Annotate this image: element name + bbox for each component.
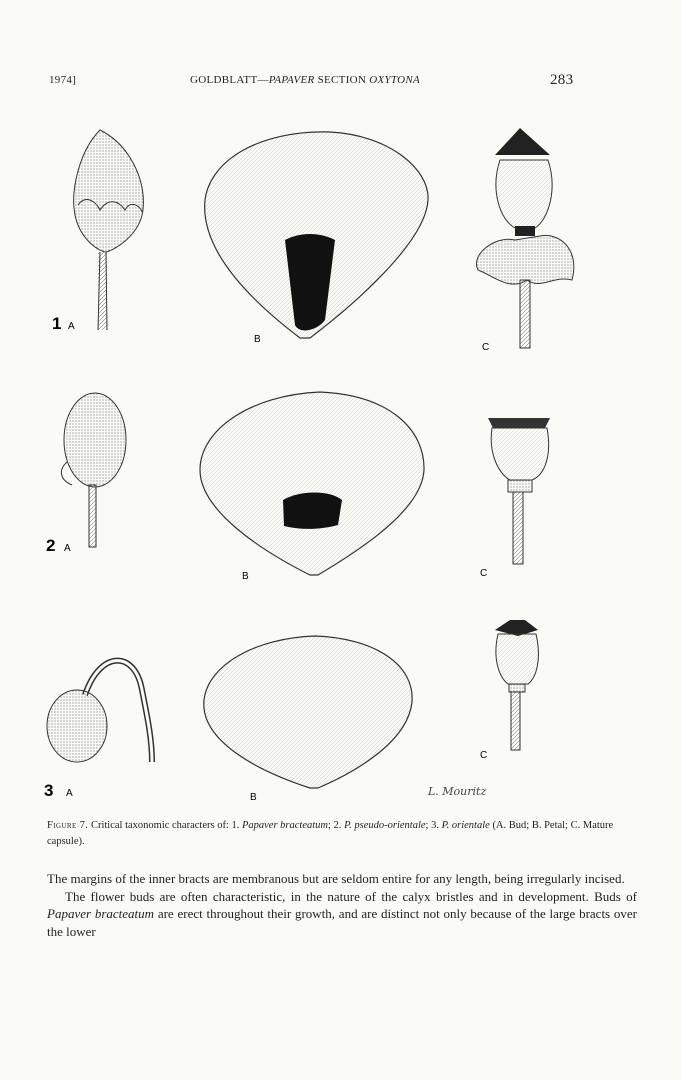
paragraph-2 [47, 888, 637, 941]
running-head-title [190, 74, 420, 86]
row-3-label-a: A [66, 788, 73, 799]
body-text [47, 870, 637, 940]
paragraph-2-part-1: The flower buds are often characteristic, in the nature of the calyx bristles and in development. Buds of [65, 888, 637, 904]
row-3-petal-drawing [204, 636, 412, 788]
row-2-petal-drawing [200, 392, 424, 575]
caption-text-1: Critical taxonomic characters of: 1. [88, 820, 242, 831]
row-2-label-c: C [480, 568, 488, 579]
row-1-capsule-drawing [476, 128, 573, 348]
row-1-number: 1 [52, 314, 62, 333]
page-number: 283 [550, 72, 574, 88]
running-head-genus: PAPAVER [268, 74, 315, 86]
row-2-label-b: B [242, 571, 249, 582]
row-1-label-c: C [482, 342, 490, 353]
running-head-section-name: OXYTONA [369, 74, 421, 86]
caption-figure-label: Figure 7. [47, 820, 89, 831]
row-3-capsule-drawing [495, 620, 538, 750]
row-1-label-a: A [68, 321, 75, 332]
running-head-author: GOLDBLATT— [190, 74, 269, 86]
caption-species-3: P. orientale [441, 820, 490, 831]
row-1-bud-drawing [74, 130, 144, 330]
paragraph-1: The margins of the inner bracts are membranous but are seldom entire for any length, being irregularly incised. [47, 871, 625, 886]
caption-text-4: (A. Bud; B. Petal; C. Mature capsule). [47, 820, 614, 847]
caption-species-2: P. pseudo-orientale [344, 820, 426, 831]
row-3-label-b: B [250, 792, 257, 803]
figure-caption [47, 818, 637, 850]
row-2-bud-drawing [61, 393, 126, 547]
row-3-number: 3 [44, 781, 54, 800]
row-3-bud-drawing [47, 661, 152, 762]
row-2-capsule-drawing [488, 418, 550, 564]
running-head-year: 1974] [49, 74, 77, 86]
row-2-label-a: A [64, 543, 71, 554]
row-1-label-b: B [254, 334, 261, 345]
caption-species-1: Papaver bracteatum [241, 820, 329, 831]
figure-plate [0, 110, 681, 810]
row-2-number: 2 [46, 536, 56, 555]
running-head-section-word: SECTION [314, 74, 370, 86]
paragraph-2-part-2: are erect throughout their growth, and are distinct not only because of the large bracts over the lower [47, 906, 637, 939]
caption-text-2: ; 2. [328, 820, 345, 831]
caption-text-3: ; 3. [425, 820, 442, 831]
row-1-petal-drawing [205, 132, 428, 338]
artist-signature: L. Mouritz [428, 785, 487, 798]
paragraph-2-species: Papaver bracteatum [47, 906, 155, 921]
row-3-label-c: C [480, 750, 488, 761]
